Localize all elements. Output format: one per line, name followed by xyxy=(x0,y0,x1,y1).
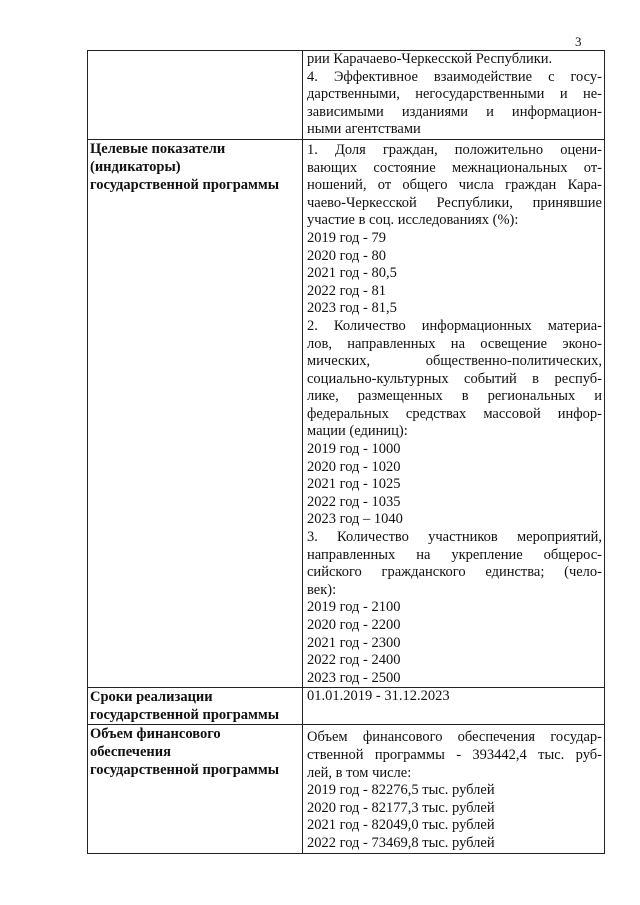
content-text-line: Объем финансового обеспечения государ- xyxy=(307,729,602,746)
page-number: 3 xyxy=(575,34,582,49)
implementation-terms-content-cell xyxy=(303,688,605,725)
content-text-line: вающих состояние межнациональных от- xyxy=(307,159,602,176)
content-text-line: 2020 год - 82177,3 тыс. рублей xyxy=(307,799,495,816)
financing-volume-content-cell xyxy=(303,725,605,853)
content-text-line: 2022 год - 1035 xyxy=(307,493,401,510)
content-text-line: лов, направленных на освещение эконо- xyxy=(307,335,602,352)
content-text-line: сийского гражданского единства; (чело- xyxy=(307,564,602,581)
row-label-line: Сроки реализации xyxy=(90,689,213,706)
content-text-line: социально-культурных событий в респуб- xyxy=(307,370,602,387)
content-text-line: зависимыми изданиями и информацион- xyxy=(307,103,602,120)
content-text-line: ственной программы - 393442,4 тыс. руб- xyxy=(307,746,602,763)
content-text-line: 2023 год - 81,5 xyxy=(307,300,397,317)
content-text-line: 2019 год - 79 xyxy=(307,229,386,246)
content-text-line: 01.01.2019 - 31.12.2023 xyxy=(307,688,450,705)
content-text-line: 2022 год - 73469,8 тыс. рублей xyxy=(307,834,495,851)
content-text-line: участие в соц. исследованиях (%): xyxy=(307,212,519,229)
content-text-line: 2022 год - 81 xyxy=(307,282,386,299)
content-text-line: век): xyxy=(307,581,337,598)
row-label-line: государственной программы xyxy=(90,176,280,193)
content-text-line: рии Карачаево-Черкесской Республики. xyxy=(307,51,553,67)
row-label-line: Целевые показатели xyxy=(90,140,226,157)
row-label-line: государственной программы xyxy=(90,707,280,724)
implementation-terms-label-cell xyxy=(88,688,303,725)
table-row-target-indicators xyxy=(88,139,605,687)
target-indicators-label-cell xyxy=(88,139,303,687)
content-text-line: 2021 год - 1025 xyxy=(307,476,401,493)
target-indicators-content-cell xyxy=(303,139,605,687)
content-text-line: 2020 год - 2200 xyxy=(307,617,401,633)
financing-volume-label-cell xyxy=(88,725,303,853)
content-text-line: чаево-Черкесской Республики, принявшие xyxy=(307,194,602,211)
content-text-line: 2023 год - 2500 xyxy=(307,669,401,686)
row-label-line: государственной программы xyxy=(90,762,280,779)
content-text-line: 2020 год - 1020 xyxy=(307,458,401,475)
content-text-line: ными агентствами xyxy=(307,121,421,138)
content-text-line: 2019 год - 82276,5 тыс. рублей xyxy=(307,782,495,799)
content-text-line: 2019 год - 2100 xyxy=(307,599,401,616)
row-label-line: (индикаторы) xyxy=(90,158,181,175)
table-row-financing-volume xyxy=(88,725,605,853)
content-text-line: 2021 год - 2300 xyxy=(307,634,401,651)
content-text-line: 2019 год - 1000 xyxy=(307,441,401,458)
content-text-line: 2023 год – 1040 xyxy=(307,511,403,528)
content-text-line: лике, размещенных в региональных и xyxy=(307,388,602,405)
content-text-line: 3. Количество участников мероприятий, xyxy=(307,529,602,546)
content-text-line: дарственными, негосударственными и не- xyxy=(307,86,602,103)
content-text-line: направленных на укрепление общерос- xyxy=(307,546,602,563)
content-text-line: 2021 год - 82049,0 тыс. рублей xyxy=(307,817,495,834)
content-text-line: 4. Эффективное взаимодействие с госу- xyxy=(307,68,602,85)
content-text-line: 2020 год - 80 xyxy=(307,247,386,264)
content-text-line: 2. Количество информационных материа- xyxy=(307,317,602,334)
content-text-line: ношений, от общего числа граждан Кара- xyxy=(307,177,602,194)
table-row-continuation xyxy=(88,51,605,140)
content-text-line: 2021 год - 80,5 xyxy=(307,265,397,282)
content-text-line: мации (единиц): xyxy=(307,423,408,440)
content-text-line: федеральных средствах массовой инфор- xyxy=(307,405,602,422)
content-text-line: 1. Доля граждан, положительно оцени- xyxy=(307,141,602,158)
content-text-line: лей, в том числе: xyxy=(307,764,412,781)
continuation-label-cell xyxy=(88,51,303,140)
row-label-line: обеспечения xyxy=(90,744,171,761)
content-text-line: мических, общественно-политических, xyxy=(307,353,602,370)
continuation-content-cell xyxy=(303,51,605,140)
table-row-implementation-terms xyxy=(88,688,605,725)
program-passport-table xyxy=(87,50,605,854)
content-text-line: 2022 год - 2400 xyxy=(307,652,401,669)
row-label-line: Объем финансового xyxy=(90,726,221,743)
